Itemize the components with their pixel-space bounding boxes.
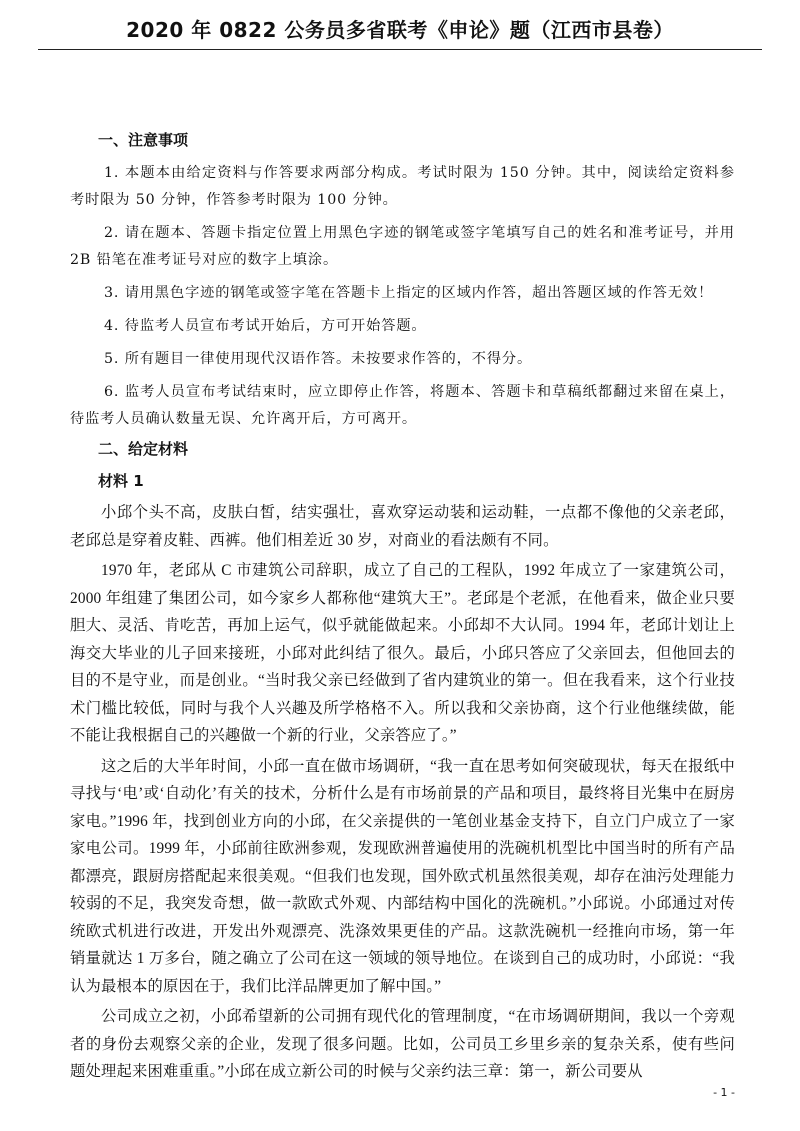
header-divider — [38, 49, 762, 50]
material-paragraph: 公司成立之初，小邱希望新的公司拥有现代化的管理制度，“在市场调研期间，我以一个旁观者的身份去观察父亲的企业，发现了很多问题。比如，公司员工乡里乡亲的复杂关系，使有些问题处理起来困难重重。”小邱在成立新公司的时候与父亲约法三章：第一，新公司要从 — [70, 1008, 735, 1080]
material-paragraph: 这之后的大半年时间，小邱一直在做市场调研，“我一直在思考如何突破现状，每天在报纸中寻找与‘电’或‘自动化’有关的技术，分析什么是有市场前景的产品和项目，最终将目光集中在厨房家电。”1996 年，找到创业方向的小邱，在父亲提供的一笔创业基金支持下，自立门户成立了一家家电公司。1999 年，小邱前往欧洲参观，发现欧洲普遍使用的洗碗机机型比中国当时的所有产品都漂亮，跟厨房搭配起来很美观。“但我们也发现，国外欧式机虽然很美观，却存在油污处理能力较弱的不足，我突发奇想，做一款欧式外观、内部结构中国化的洗碗机。”小邱说。小邱通过对传统欧式机进行改进，开发出外观漂亮、洗涤效果更佳的产品。这款洗碗机一经推向市场，第一年销量就达 1 万多台，随之确立了公司在这一领域的领导地位。在谈到自己的成功时，小邱说：“我认为最根本的原因在于，我们比洋品牌更加了解中国。” — [70, 757, 735, 995]
material-paragraph: 1970 年，老邱从 C 市建筑公司辞职，成立了自己的工程队，1992 年成立了一家建筑公司，2000 年组建了集团公司，如今家乡人都称他“建筑大王”。老邱是个老派，在他看来，做企业只要胆大、灵活、肯吃苦，再加上运气，似乎就能做起来。小邱却不大认同。1994 年，老邱计划让上海交大毕业的儿子回来接班，小邱对此纠结了很久。最后，小邱只答应了父亲回去，但他回去的目的不是守业，而是创业。“当时我父亲已经做到了省内建筑业的第一。但在我看来，这个行业技术门槛比较低，同时与我个人兴趣及所学格格不入。所以我和父亲协商，这个行业他继续做，能不能让我根据自己的兴趣做一个新的行业，父亲答应了。” — [70, 562, 735, 744]
notice-item: 3. 请用黑色字迹的钢笔或签字笔在答题卡上指定的区域内作答，超出答题区域的作答无效！ — [104, 285, 714, 301]
document-body — [70, 130, 735, 1089]
notice-item: 1. 本题本由给定资料与作答要求两部分构成。考试时限为 150 分钟。其中，阅读给定资料参考时限为 50 分钟，作答参考时限为 100 分钟。 — [70, 165, 735, 208]
notice-item: 5. 所有题目一律使用现代汉语作答。未按要求作答的，不得分。 — [104, 351, 533, 367]
materials-heading: 二、给定材料 — [98, 440, 189, 458]
page-number: - 1 - — [713, 1086, 735, 1099]
page-header-title: 2020 年 0822 公务员多省联考《申论》题（江西市县卷） — [126, 18, 674, 42]
notice-item: 2. 请在题本、答题卡指定位置上用黑色字迹的钢笔或签字笔填写自己的姓名和准考证号，并用 2B 铅笔在准考证号对应的数字上填涂。 — [70, 225, 735, 268]
notice-item: 4. 待监考人员宣布考试开始后，方可开始答题。 — [104, 318, 427, 334]
material-paragraph: 小邱个头不高，皮肤白皙，结实强壮，喜欢穿运动装和运动鞋，一点都不像他的父亲老邱，老邱总是穿着皮鞋、西裤。他们相差近 30 岁，对商业的看法颇有不同。 — [70, 504, 735, 549]
notice-heading: 一、注意事项 — [98, 131, 189, 149]
material-1-title: 材料 1 — [98, 472, 144, 490]
notice-item: 6. 监考人员宣布考试结束时，应立即停止作答，将题本、答题卡和草稿纸都翻过来留在桌上，待监考人员确认数量无误、允许离开后，方可离开。 — [70, 384, 735, 427]
